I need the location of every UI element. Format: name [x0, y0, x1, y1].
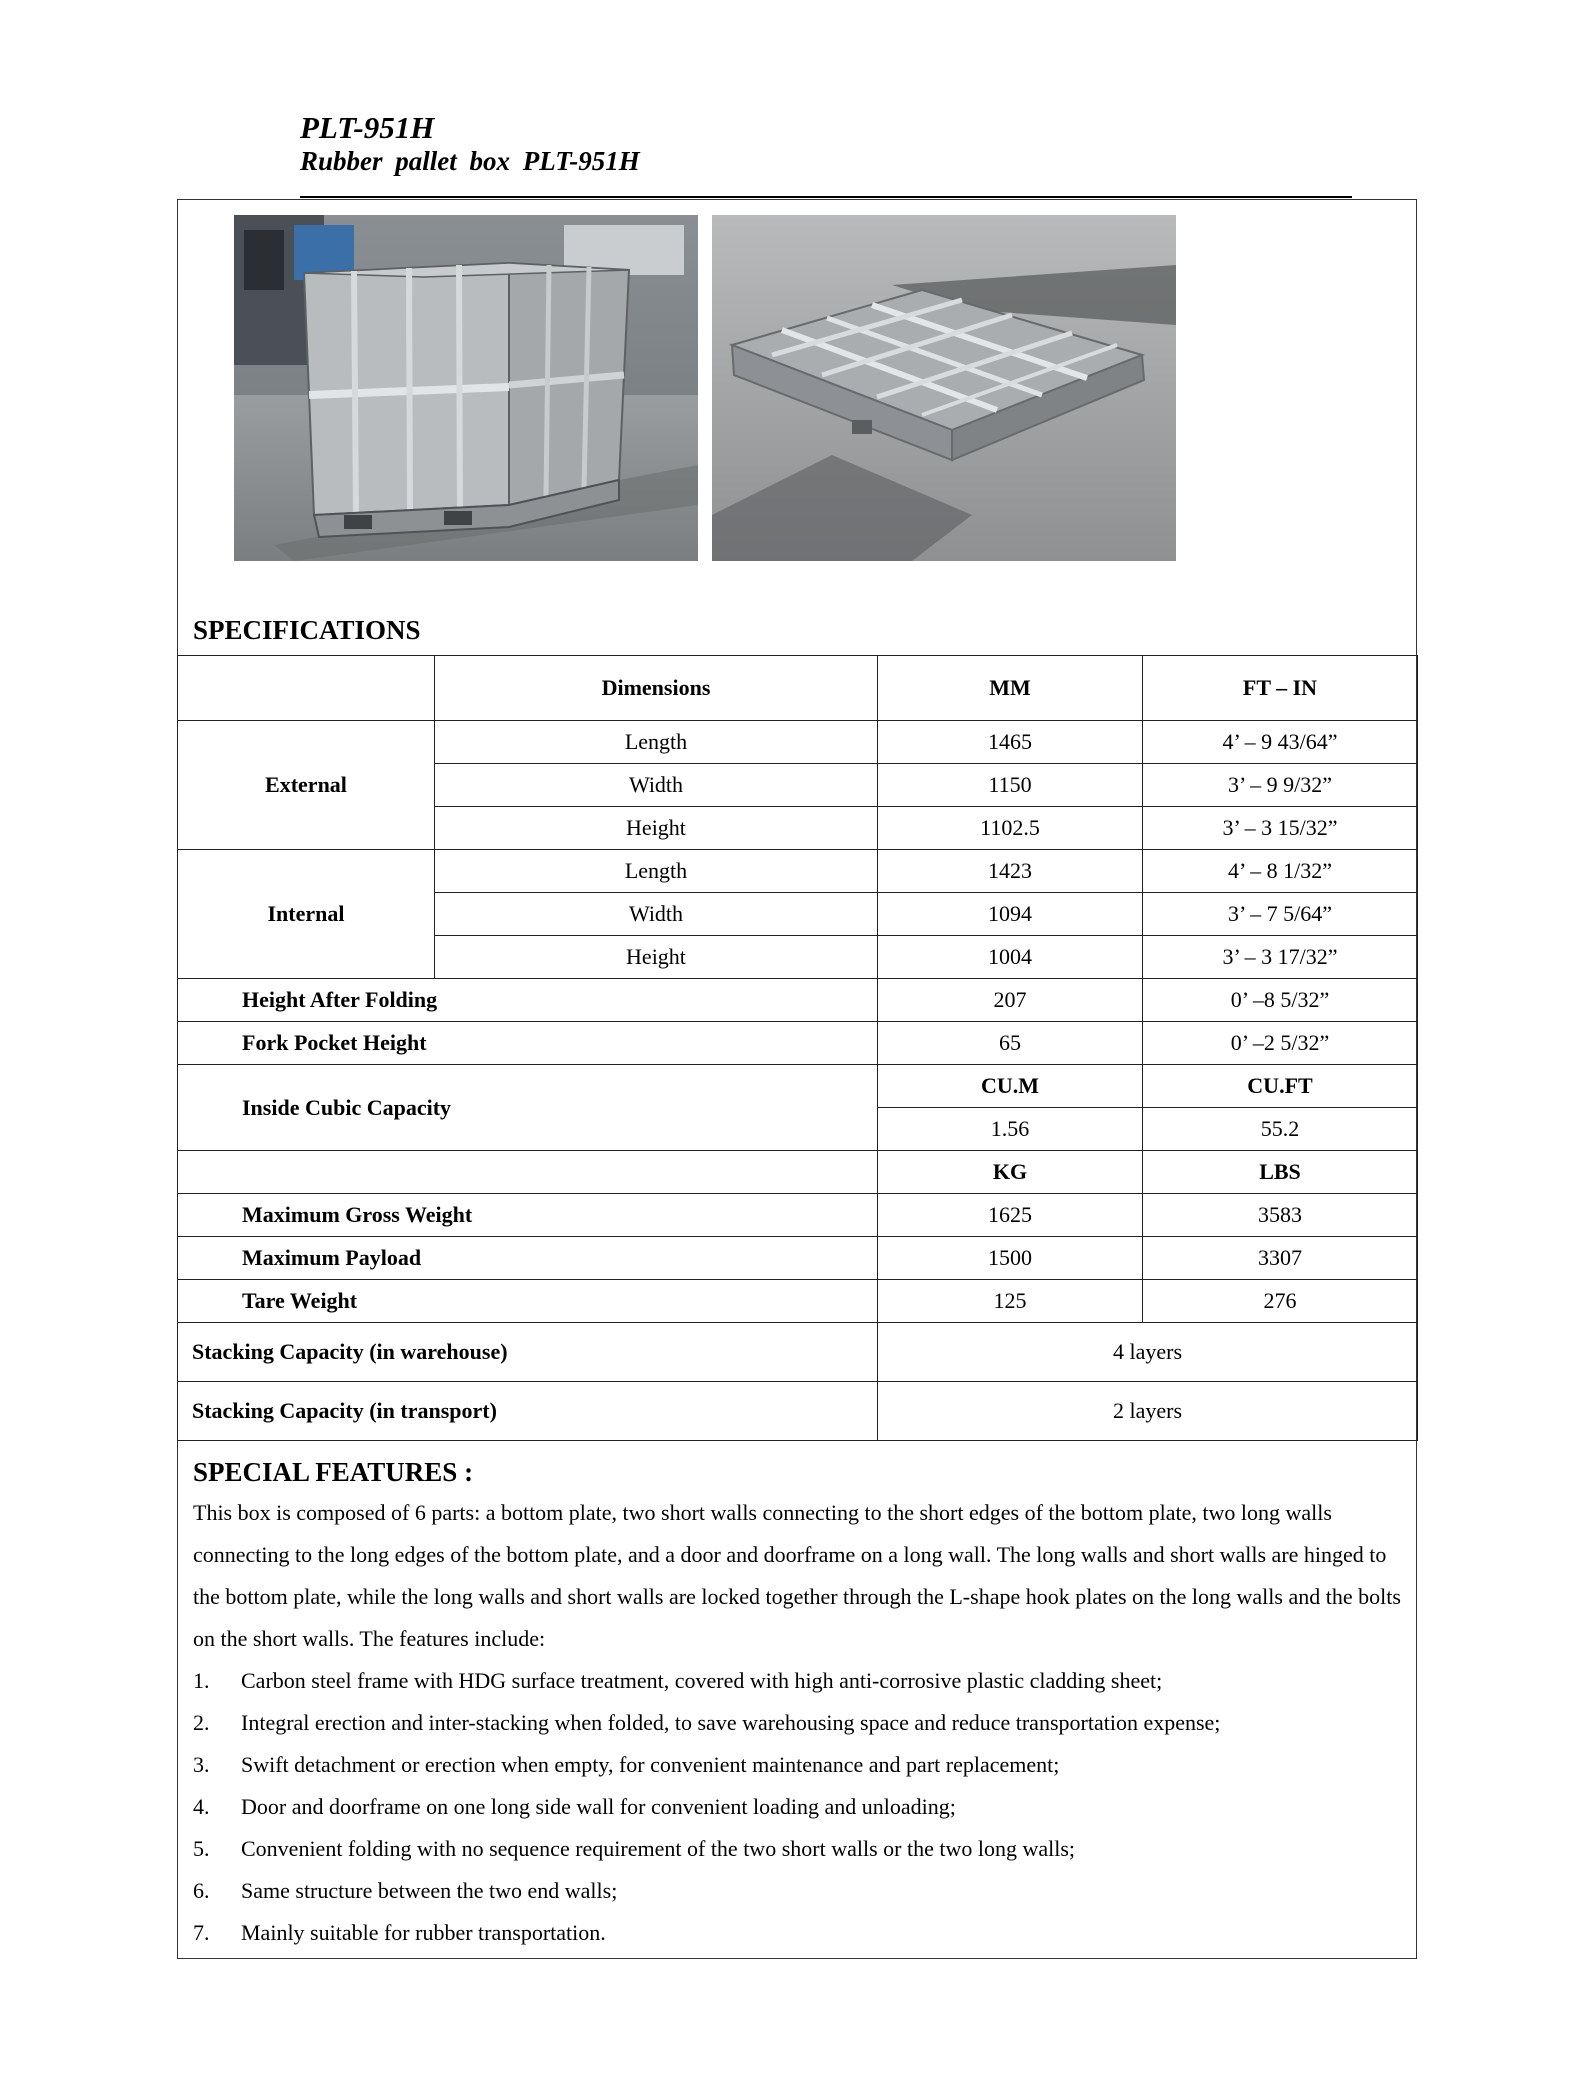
table-row: [178, 1280, 1418, 1323]
item-number: 3.: [193, 1752, 210, 1777]
ft-value: 4’ – 9 43/64”: [1143, 721, 1418, 764]
internal-group-label: Internal: [178, 850, 435, 979]
list-item: [193, 1744, 1403, 1786]
stacking-transport-label: Stacking Capacity (in transport): [178, 1382, 878, 1441]
mm-value: 1465: [878, 721, 1143, 764]
item-number: 2.: [193, 1710, 210, 1735]
item-number: 1.: [193, 1668, 210, 1693]
mm-value: 1150: [878, 764, 1143, 807]
capacity-label: Inside Cubic Capacity: [178, 1065, 878, 1151]
lbs-value: 276: [1143, 1280, 1418, 1323]
lbs-value: 3583: [1143, 1194, 1418, 1237]
table-row: [178, 1151, 1418, 1194]
item-number: 7.: [193, 1920, 210, 1945]
list-item: [193, 1786, 1403, 1828]
ft-value: 0’ –8 5/32”: [1143, 979, 1418, 1022]
mm-value: 1423: [878, 850, 1143, 893]
table-row: [178, 979, 1418, 1022]
dim-label: Length: [435, 850, 878, 893]
cu-ft-unit: CU.FT: [1143, 1065, 1418, 1108]
item-text: Same structure between the two end walls;: [241, 1878, 618, 1903]
fork-pocket-label: Fork Pocket Height: [178, 1022, 878, 1065]
item-text: Swift detachment or erection when empty, for convenient maintenance and part replacement;: [241, 1752, 1060, 1777]
ft-value: 0’ –2 5/32”: [1143, 1022, 1418, 1065]
photo-assembled-box: [234, 215, 698, 561]
folding-height-label: Height After Folding: [178, 979, 878, 1022]
item-text: Integral erection and inter-stacking when folded, to save warehousing space and reduce transportation expense;: [241, 1710, 1221, 1735]
header-dimensions: Dimensions: [435, 656, 878, 721]
cu-ft-value: 55.2: [1143, 1108, 1418, 1151]
table-row: [178, 1022, 1418, 1065]
header-blank: [178, 656, 435, 721]
weight-header-blank: [178, 1151, 878, 1194]
cu-m-value: 1.56: [878, 1108, 1143, 1151]
specifications-heading: SPECIFICATIONS: [193, 615, 421, 645]
table-row: [178, 1065, 1418, 1108]
header-ft-in: FT – IN: [1143, 656, 1418, 721]
product-subtitle: Rubber pallet box PLT-951H: [300, 146, 640, 176]
table-row: [178, 1382, 1418, 1441]
table-row: [178, 1194, 1418, 1237]
item-number: 5.: [193, 1836, 210, 1861]
stacking-warehouse-label: Stacking Capacity (in warehouse): [178, 1323, 878, 1382]
mm-value: 1102.5: [878, 807, 1143, 850]
cu-m-unit: CU.M: [878, 1065, 1143, 1108]
item-text: Door and doorframe on one long side wall for convenient loading and unloading;: [241, 1794, 956, 1819]
list-item: [193, 1828, 1403, 1870]
spec-header-row: [178, 656, 1418, 721]
specifications-table: [177, 655, 1418, 1441]
special-features-section: [193, 1452, 1403, 1954]
kg-unit: KG: [878, 1151, 1143, 1194]
kg-value: 1500: [878, 1237, 1143, 1280]
mm-value: 207: [878, 979, 1143, 1022]
gross-weight-label: Maximum Gross Weight: [178, 1194, 878, 1237]
ft-value: 3’ – 7 5/64”: [1143, 893, 1418, 936]
dim-label: Width: [435, 764, 878, 807]
mm-value: 65: [878, 1022, 1143, 1065]
list-item: [193, 1912, 1403, 1954]
dim-label: Height: [435, 807, 878, 850]
table-row: [178, 1323, 1418, 1382]
dim-label: Height: [435, 936, 878, 979]
header-rule: [300, 196, 1352, 198]
item-number: 6.: [193, 1878, 210, 1903]
kg-value: 125: [878, 1280, 1143, 1323]
external-group-label: External: [178, 721, 435, 850]
ft-value: 3’ – 3 15/32”: [1143, 807, 1418, 850]
mm-value: 1004: [878, 936, 1143, 979]
features-intro: This box is composed of 6 parts: a bottom plate, two short walls connecting to the short edges of the bottom plate, two long walls connecting to the long edges of the bottom plate, and a door and doorframe on a long wall. The long walls and short walls are hinged to the bottom plate, while the long walls and short walls are locked together through the L-shape hook plates on the long walls and the bolts on the short walls. The features include:: [193, 1500, 1401, 1651]
photo-folded-box: [712, 215, 1176, 561]
dim-label: Width: [435, 893, 878, 936]
table-row: [178, 721, 1418, 764]
dim-label: Length: [435, 721, 878, 764]
model-title: PLT-951H: [300, 110, 435, 145]
item-text: Mainly suitable for rubber transportation.: [241, 1920, 606, 1945]
list-item: [193, 1660, 1403, 1702]
ft-value: 3’ – 3 17/32”: [1143, 936, 1418, 979]
stacking-warehouse-value: 4 layers: [878, 1323, 1418, 1382]
item-number: 4.: [193, 1794, 210, 1819]
list-item: [193, 1870, 1403, 1912]
lbs-value: 3307: [1143, 1237, 1418, 1280]
table-row: [178, 850, 1418, 893]
item-text: Carbon steel frame with HDG surface treatment, covered with high anti-corrosive plastic cladding sheet;: [241, 1668, 1163, 1693]
table-row: [178, 1237, 1418, 1280]
kg-value: 1625: [878, 1194, 1143, 1237]
tare-weight-label: Tare Weight: [178, 1280, 878, 1323]
stacking-transport-value: 2 layers: [878, 1382, 1418, 1441]
payload-label: Maximum Payload: [178, 1237, 878, 1280]
item-text: Convenient folding with no sequence requirement of the two short walls or the two long walls;: [241, 1836, 1076, 1861]
list-item: [193, 1702, 1403, 1744]
features-list: [193, 1660, 1403, 1954]
ft-value: 3’ – 9 9/32”: [1143, 764, 1418, 807]
features-heading: SPECIAL FEATURES :: [193, 1457, 474, 1487]
lbs-unit: LBS: [1143, 1151, 1418, 1194]
mm-value: 1094: [878, 893, 1143, 936]
ft-value: 4’ – 8 1/32”: [1143, 850, 1418, 893]
header-mm: MM: [878, 656, 1143, 721]
